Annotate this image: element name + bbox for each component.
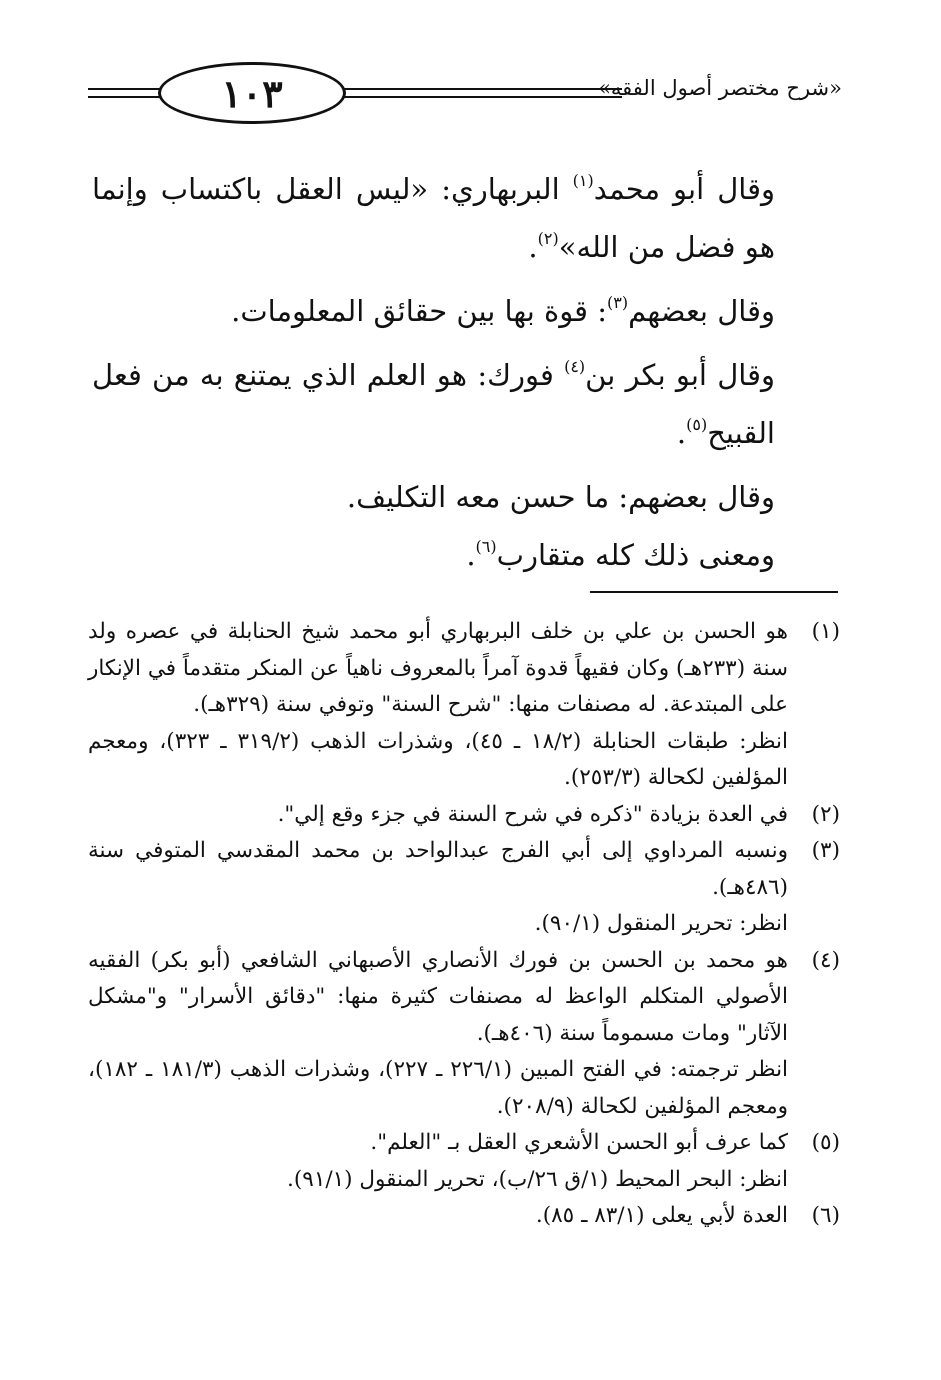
paragraph-3-text-a: وقال أبو بكر بن (585, 358, 775, 392)
paragraph-1-text-a: وقال أبو محمد (593, 172, 775, 206)
main-text (92, 160, 837, 584)
footnote-5-text: كما عرف أبو الحسن الأشعري العقل بـ "العلم". (370, 1130, 788, 1155)
paragraph-3 (92, 346, 837, 462)
header-rule-right-bottom (344, 96, 622, 98)
footnote-5 (88, 1125, 840, 1162)
paragraph-2 (92, 282, 837, 340)
footnote-2-number: (٢) (811, 801, 840, 827)
paragraph-5-text-a: ومعنى ذلك كله متقارب (496, 538, 775, 572)
footnote-ref-4: (٤) (564, 357, 586, 376)
footnotes (88, 614, 840, 1235)
header-rule-right-top (344, 88, 622, 90)
footnote-2 (88, 797, 840, 834)
footnote-4 (88, 943, 840, 1053)
footnote-6-number: (٦) (811, 1203, 840, 1228)
paragraph-4: وقال بعضهم: ما حسن معه التكليف. (346, 480, 775, 514)
paragraph-3-text-b: فورك: هو العلم الذي يمتنع به من فعل القبيح (92, 358, 775, 450)
footnote-4-sources: انظر ترجمته: في الفتح المبين (٢٢٦/١ ـ ٢٢٧)، وشذرات الذهب (١٨١/٣ ـ ١٨٢)، ومعجم المؤلفين لكحالة (٢٠٨/٩). (88, 1057, 789, 1119)
footnote-5-number: (٥) (811, 1130, 840, 1155)
footnote-4-number: (٤) (811, 947, 840, 973)
paragraph-1 (92, 160, 837, 276)
paragraph-2-text-b: : قوة بها بين حقائق المعلومات. (231, 294, 608, 328)
page-number: ١٠٣ (158, 62, 346, 124)
paragraph-5-text-b: . (466, 538, 476, 572)
page-header (88, 58, 848, 138)
paragraph-1-text-c: . (528, 230, 538, 264)
footnote-5-sources: انظر: البحر المحيط (١/ق ٢٦/ب)، تحرير المنقول (٩١/١). (287, 1166, 788, 1192)
footnote-3-number: (٣) (811, 838, 840, 863)
footnote-ref-1: (١) (572, 171, 594, 190)
paragraph-2-text-a: وقال بعضهم (628, 294, 775, 328)
footnote-6-text: العدة لأبي يعلى (٨٣/١ ـ ٨٥). (535, 1203, 788, 1228)
footnote-ref-2: (٢) (537, 229, 559, 248)
footnote-1-text: هو الحسن بن علي بن خلف البربهاري أبو محمد شيخ الحنابلة في عصره ولد سنة (٢٣٣هـ) وكان فقيهاً قدوة آمراً بالمعروف ناهياً عن المنكر متقدماً في الإنكار على المبتدعة. له مصنفات منها: "شرح السنة" وتوفي سنة (٣٢٩هـ). (88, 619, 788, 717)
footnote-1-sources: انظر: طبقات الحنابلة (١٨/٢ ـ ٤٥)، وشذرات الذهب (٣١٩/٢ ـ ٣٢٣)، ومعجم المؤلفين لكحالة (٢٥٣/٣). (88, 728, 789, 790)
footnote-2-text: في العدة بزيادة "ذكره في شرح السنة في جزء وقع إلي". (277, 801, 788, 827)
footnote-1 (88, 614, 840, 724)
paragraph-5 (92, 526, 837, 584)
footnote-1-number: (١) (811, 619, 840, 644)
footnote-3-sources: انظر: تحرير المنقول (٩٠/١). (534, 911, 788, 936)
footnote-ref-6: (٦) (475, 537, 497, 556)
header-rule-left-bottom (88, 96, 160, 98)
footnote-ref-5: (٥) (686, 415, 708, 434)
header-rule-left-top (88, 88, 160, 90)
footnote-3-text: ونسبه المرداوي إلى أبي الفرج عبدالواحد بن محمد المقدسي المتوفي سنة (٤٨٦هـ). (88, 838, 788, 900)
footnote-6 (88, 1198, 840, 1235)
paragraph-3-text-c: . (676, 416, 687, 450)
running-title: «شرح مختصر أصول الفقه» (598, 76, 842, 100)
footnote-4-text: هو محمد بن الحسن بن فورك الأنصاري الأصبهاني الشافعي (أبو بكر) الفقيه الأصولي المتكلم الواعظ له مصنفات كثيرة منها: "دقائق الأسرار" و"مشكل الآثار" ومات مسموماً سنة (٤٠٦هـ). (88, 947, 788, 1046)
paragraph-1-text-b: البربهاري: «ليس العقل باكتساب وإنما هو فضل من الله» (92, 172, 775, 264)
footnote-divider (590, 591, 838, 593)
footnote-ref-3: (٣) (607, 293, 629, 312)
footnote-3 (88, 833, 840, 906)
